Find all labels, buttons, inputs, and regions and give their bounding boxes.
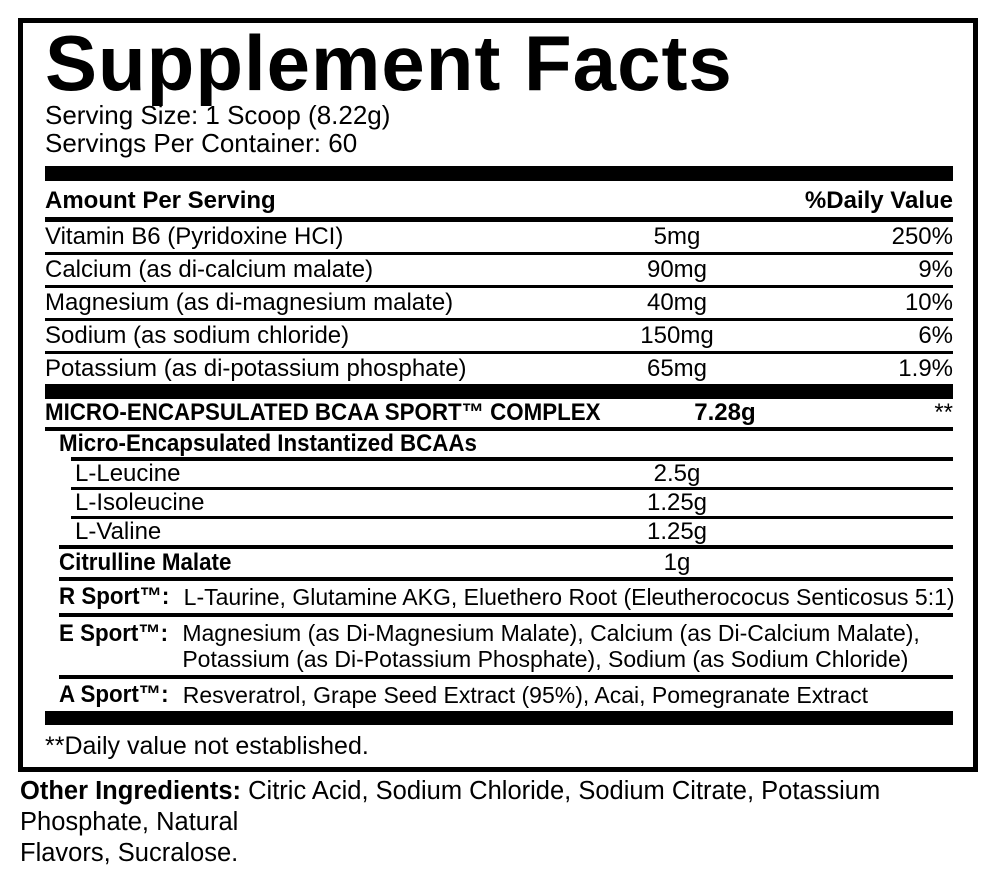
servings-per-container: Servings Per Container: 60 [45,128,358,158]
bcaa-name: L-Leucine [75,460,181,487]
nutrient-name: Magnesium (as di-magnesium malate) [45,289,454,316]
complex-name-text: MICRO-ENCAPSULATED BCAA SPORT™ COMPLEX [45,399,601,426]
blend-description-line: L-Taurine, Glutamine AKG, Eluethero Root (Eleutherococus Senticosus 5:1) [183,584,955,610]
blend-description [182,620,953,672]
daily-value-footnote: **Daily value not established. [45,732,369,760]
subgroup-name-text: Micro-Encapsulated Instantized BCAAs [59,430,477,457]
blend-row-a-sport [59,679,953,711]
serving-size: Serving Size: 1 Scoop (8.22g) [45,100,391,130]
citrulline-name-text: Citrulline Malate [59,549,232,576]
nutrient-dv: 10% [904,289,953,316]
blend-label [59,583,184,611]
bcaa-row [71,519,953,545]
nutrient-amount: 5mg [653,223,701,250]
nutrient-amount: 65mg [646,355,708,382]
blend-row-e-sport [59,617,953,675]
blend-description-line: Magnesium (as Di-Magnesium Malate), Calcium (as Di-Calcium Malate), [182,620,920,646]
other-ingredients-label: Other Ingredients: [20,777,242,805]
blend-label-text: E Sport™: [59,620,169,647]
subgroup-name [59,430,953,458]
panel-title: Supplement Facts [45,19,733,107]
blend-label [59,681,183,709]
blend-label [59,620,182,648]
nutrient-amount: 150mg [640,322,714,349]
nutrient-amount: 40mg [646,289,708,316]
other-ingredients-text-line2: Flavors, Sucralose. [20,839,239,867]
nutrient-name: Calcium (as di-calcium malate) [45,256,374,283]
blend-description-line: Resveratrol, Grape Seed Extract (95%), Acai, Pomegranate Extract [182,682,868,708]
separator-bar-bottom [45,711,953,725]
table-row [45,222,953,252]
blend-row-r-sport [59,581,953,613]
complex-row [45,399,953,427]
other-ingredients-text-line1: Citric Acid, Sodium Chloride, Sodium Citrate, Potassium Phosphate, Natural [20,777,881,836]
bcaa-row [71,490,953,516]
table-row [45,255,953,285]
bcaa-row [71,461,953,487]
complex-dv: ** [934,399,953,426]
blend-description [183,682,953,708]
nutrient-dv: 1.9% [898,355,953,382]
nutrient-dv: 6% [918,322,953,349]
complex-amount: 7.28g [694,399,756,426]
blend-description-line: Potassium (as Di-Potassium Phosphate), Sodium (as Sodium Chloride) [182,646,909,672]
nutrient-dv: 9% [918,256,953,283]
table-row [45,288,953,318]
separator-bar-middle [45,384,953,399]
nutrient-name: Potassium (as di-potassium phosphate) [45,355,467,382]
subgroup-row [59,431,953,457]
blend-label-text: A Sport™: [59,681,169,708]
bcaa-amount: 2.5g [653,460,701,487]
table-row [45,321,953,351]
bcaa-name: L-Valine [75,518,162,545]
bcaa-amount: 1.25g [646,518,708,545]
bcaa-amount: 1.25g [646,489,708,516]
nutrient-amount: 90mg [646,256,708,283]
citrulline-row [59,549,953,577]
supplement-facts-panel [18,18,978,772]
complex-name [45,399,642,427]
separator-bar-top [45,166,953,181]
bcaa-name: L-Isoleucine [75,489,205,516]
header-daily-value: %Daily Value [804,186,953,214]
citrulline-name [59,549,577,577]
blend-label-text: R Sport™: [59,583,170,610]
other-ingredients [20,776,972,869]
table-header [45,181,953,217]
nutrient-name: Sodium (as sodium chloride) [45,322,350,349]
table-row [45,354,953,384]
blend-description [184,584,955,610]
serving-info [45,101,953,157]
citrulline-amount: 1g [663,549,691,576]
header-amount-per-serving: Amount Per Serving [45,186,276,214]
nutrient-dv: 250% [891,223,953,250]
nutrient-name: Vitamin B6 (Pyridoxine HCI) [45,223,344,250]
